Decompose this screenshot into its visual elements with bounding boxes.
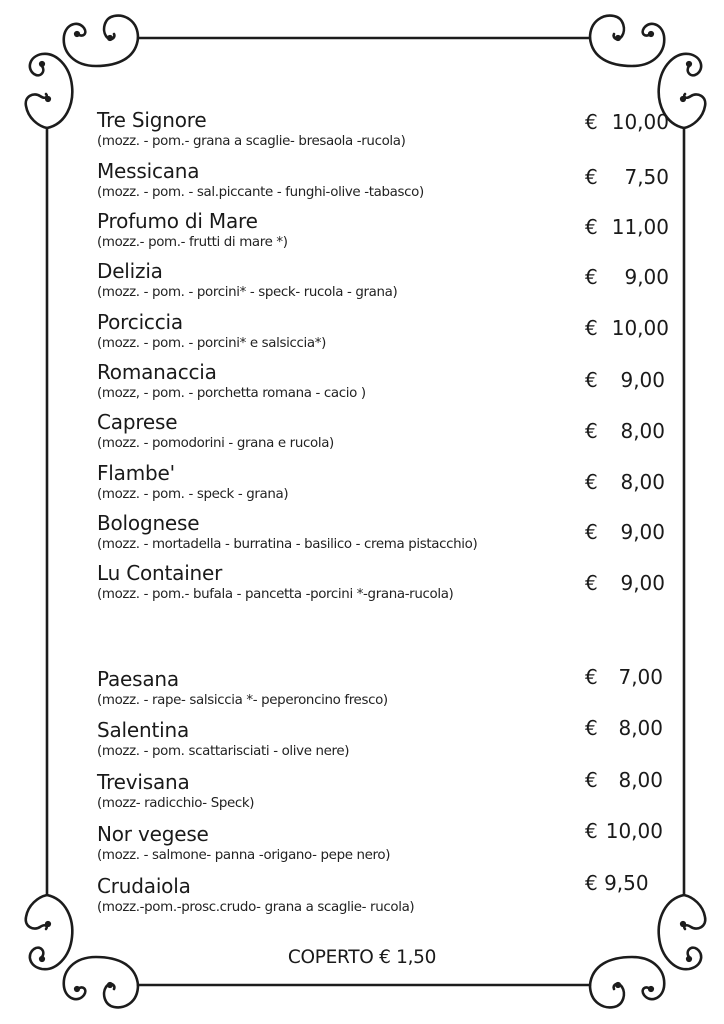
currency-symbol: € — [585, 265, 598, 289]
cover-charge: COPERTO € 1,50 — [287, 947, 437, 968]
currency-symbol: € — [585, 768, 598, 792]
item-name: Flambe' — [97, 461, 175, 485]
item-description: (mozz. - pom.- grana a scaglie- bresaola -rucola) — [97, 134, 406, 149]
menu-item-flambe — [97, 461, 672, 511]
item-name: Profumo di Mare — [97, 209, 258, 233]
price-value: € 9,50 — [585, 871, 649, 895]
currency-symbol: € — [585, 470, 598, 494]
item-description: (mozz- radicchio- Speck) — [97, 796, 255, 811]
item-description: (mozz. - pom. - porcini* - speck- rucola - grana) — [97, 285, 398, 300]
item-name: Lu Container — [97, 561, 223, 585]
menu-item-paesana — [97, 667, 672, 717]
item-name: Nor vegese — [97, 822, 209, 846]
currency-symbol: € — [585, 110, 598, 134]
item-description: (mozz. - mortadella - burratina - basilico - crema pistacchio) — [97, 537, 478, 552]
menu-item-delizia — [97, 259, 672, 309]
item-description: (mozz. - pom. - porcini* e salsiccia*) — [97, 336, 326, 351]
item-name: Porciccia — [97, 310, 183, 334]
currency-symbol: € — [585, 819, 598, 843]
price-value: 7,50 — [624, 165, 669, 189]
menu-item-romanaccia — [97, 360, 672, 410]
item-description: (mozz, - pom. - porchetta romana - cacio ) — [97, 386, 366, 401]
currency-symbol: € — [585, 316, 598, 340]
item-description: (mozz. - pom. - sal.piccante - funghi-olive -tabasco) — [97, 185, 424, 200]
currency-symbol: € — [585, 165, 598, 189]
price-value: 10,00 — [611, 316, 669, 340]
price-value: 9,00 — [624, 265, 669, 289]
price-value: 7,00 — [618, 665, 663, 689]
price-value: 11,00 — [611, 215, 669, 239]
price-value: 8,00 — [618, 716, 663, 740]
menu-item-salentina — [97, 718, 672, 768]
item-description: (mozz. - rape- salsiccia *- peperoncino fresco) — [97, 693, 388, 708]
item-name: Paesana — [97, 667, 179, 691]
price-value: 8,00 — [618, 768, 663, 792]
menu-item-porciccia — [97, 310, 672, 360]
item-description: (mozz. - pom. - speck - grana) — [97, 487, 289, 502]
currency-symbol: € — [585, 419, 598, 443]
price-value: 9,00 — [620, 368, 665, 392]
currency-symbol: € — [585, 665, 598, 689]
item-description: (mozz. - pom.- bufala - pancetta -porcini *-grana-rucola) — [97, 587, 454, 602]
item-name: Caprese — [97, 410, 178, 434]
price-value: 8,00 — [620, 470, 665, 494]
menu-item-trevisana — [97, 770, 672, 820]
menu-item-caprese — [97, 410, 672, 460]
currency-symbol: € — [585, 716, 598, 740]
item-description: (mozz. - salmone- panna -origano- pepe nero) — [97, 848, 391, 863]
item-name: Salentina — [97, 718, 190, 742]
item-name: Trevisana — [97, 770, 190, 794]
item-description: (mozz.- pom.- frutti di mare *) — [97, 235, 288, 250]
currency-symbol: € — [585, 368, 598, 392]
menu-item-profumo-di-mare — [97, 209, 672, 259]
price-value: 8,00 — [620, 419, 665, 443]
menu-item-nor-vegese — [97, 819, 672, 872]
menu-item-lu-container — [97, 561, 672, 611]
menu-item-tre-signore — [97, 108, 672, 158]
currency-symbol: € — [585, 571, 598, 595]
item-name: Delizia — [97, 259, 163, 283]
item-name: Bolognese — [97, 511, 200, 535]
price-value: 10,00 — [605, 819, 663, 843]
currency-symbol: € — [585, 215, 598, 239]
item-name: Romanaccia — [97, 360, 217, 384]
menu-item-bolognese — [97, 511, 672, 561]
currency-symbol: € — [585, 520, 598, 544]
menu-item-messicana — [97, 159, 672, 209]
menu-item-crudaiola — [97, 871, 672, 924]
price-value: 9,00 — [620, 571, 665, 595]
item-description: (mozz. - pom. scattarisciati - olive nere) — [97, 744, 350, 759]
item-name: Tre Signore — [97, 108, 207, 132]
price-value: 9,00 — [620, 520, 665, 544]
item-description: (mozz. - pomodorini - grana e rucola) — [97, 436, 334, 451]
item-name: Messicana — [97, 159, 200, 183]
item-description: (mozz.-pom.-prosc.crudo- grana a scaglie- rucola) — [97, 900, 415, 915]
price-value: 10,00 — [611, 110, 669, 134]
item-name: Crudaiola — [97, 874, 191, 898]
